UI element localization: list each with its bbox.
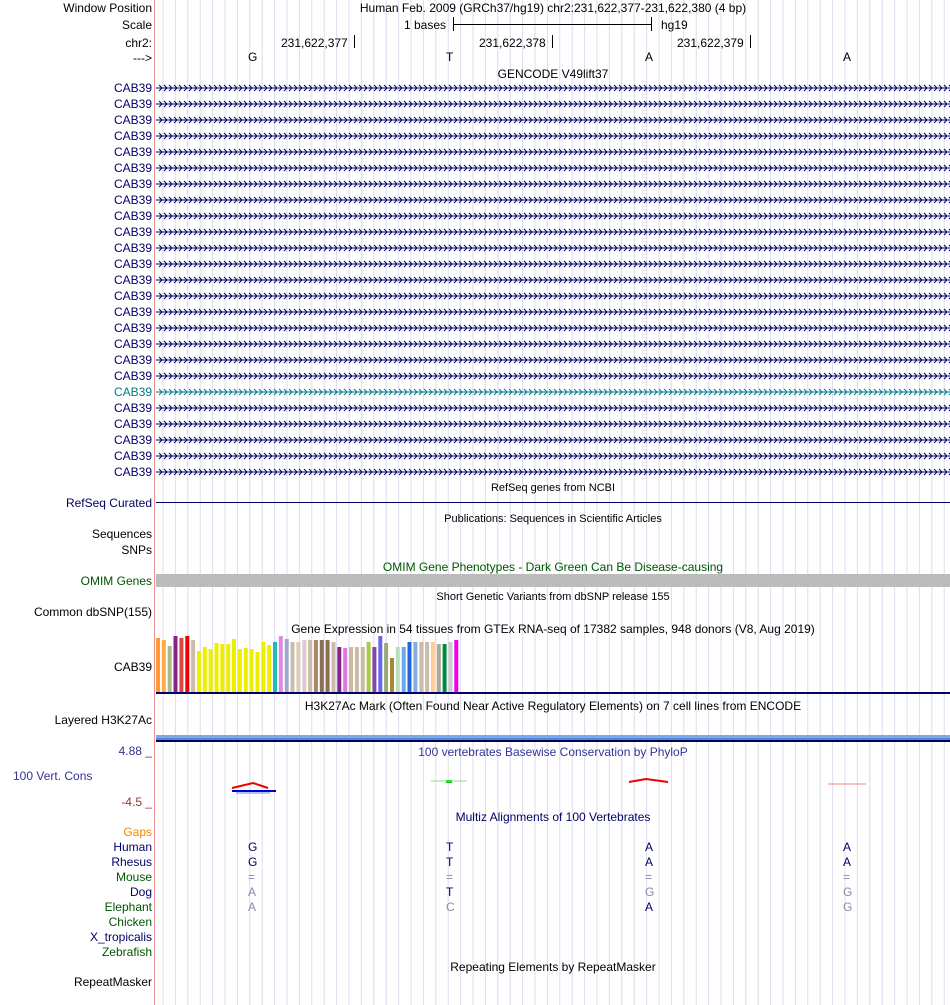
scale-bar: [453, 17, 652, 31]
gencode-transcript-label[interactable]: CAB39: [113, 209, 152, 223]
multiz-aligned-base: A: [645, 900, 654, 914]
gencode-transcript-label[interactable]: CAB39: [113, 97, 152, 111]
gtex-tissue-bar: [156, 638, 160, 692]
gencode-transcript-label[interactable]: CAB39: [113, 353, 152, 367]
gencode-transcript-label[interactable]: CAB39: [113, 273, 152, 287]
gtex-tissue-bar: [209, 649, 213, 692]
multiz-species-label[interactable]: Mouse: [115, 870, 152, 884]
gtex-tissue-bar: [384, 643, 388, 692]
multiz-aligned-base: A: [843, 840, 852, 854]
gencode-transcript-label[interactable]: CAB39: [113, 145, 152, 159]
ruler-position: 231,622,378: [479, 36, 546, 50]
gencode-transcript-track[interactable]: [156, 290, 950, 302]
gencode-transcript-track[interactable]: [156, 242, 950, 254]
gtex-tissue-bar: [296, 642, 300, 692]
reference-base: A: [645, 50, 654, 64]
gtex-tissue-bar: [413, 642, 417, 692]
assembly-short-name: hg19: [661, 18, 688, 32]
gencode-transcript-label[interactable]: CAB39: [113, 417, 152, 431]
repeatmasker-track-label[interactable]: RepeatMasker: [73, 975, 152, 989]
gtex-tissue-bar: [291, 642, 295, 692]
multiz-aligned-base: G: [645, 885, 655, 899]
gencode-transcript-label[interactable]: CAB39: [113, 161, 152, 175]
gtex-tissue-bar: [215, 643, 219, 692]
gencode-transcript-label[interactable]: CAB39: [113, 257, 152, 271]
gencode-transcript-track[interactable]: [156, 402, 950, 414]
phylop-conservation-plot[interactable]: [156, 772, 950, 798]
gtex-tissue-bar: [361, 647, 365, 692]
gtex-tissue-bar: [279, 636, 283, 692]
gencode-track-title: GENCODE V49lift37: [497, 67, 609, 81]
gtex-tissue-bar: [437, 644, 441, 692]
gtex-tissue-bar: [255, 652, 259, 692]
gencode-transcript-track[interactable]: [156, 306, 950, 318]
scale-text: 1 bases: [404, 18, 447, 32]
publications-sequences-label[interactable]: Sequences: [91, 527, 152, 541]
gtex-tissue-bar: [308, 640, 312, 692]
gtex-tissue-bar: [355, 647, 359, 692]
gencode-transcript-track[interactable]: [156, 370, 950, 382]
ruler-position: 231,622,379: [677, 36, 744, 50]
gtex-tissue-bar: [419, 642, 423, 692]
gtex-tissue-bar: [378, 636, 382, 692]
gencode-transcript-track[interactable]: [156, 82, 950, 94]
gtex-tissue-bar: [191, 640, 195, 692]
strand-label: --->: [133, 51, 152, 65]
multiz-aligned-base: G: [843, 900, 853, 914]
multiz-aligned-base: G: [248, 855, 258, 869]
h3k27ac-track-label[interactable]: Layered H3K27Ac: [54, 713, 152, 727]
gtex-tissue-bar: [337, 647, 341, 692]
gencode-transcript-label[interactable]: CAB39: [113, 241, 152, 255]
phylop-min-label: -4.5 _: [121, 795, 152, 809]
gencode-transcript-track[interactable]: [156, 322, 950, 334]
gtex-tissue-bar: [185, 636, 189, 692]
gtex-tissue-bar: [425, 642, 429, 692]
gtex-tissue-bar: [162, 640, 166, 692]
gtex-tissue-bar: [179, 638, 183, 692]
gencode-transcript-label[interactable]: CAB39: [113, 129, 152, 143]
gencode-transcript-label[interactable]: CAB39: [113, 401, 152, 415]
multiz-aligned-base: =: [843, 870, 851, 884]
gtex-tissue-bar: [314, 640, 318, 692]
gtex-tissue-bar: [320, 640, 324, 692]
gtex-track-title: Gene Expression in 54 tissues from GTEx RNA-seq of 17382 samples, 948 donors (V8, Aug 2019): [291, 622, 815, 636]
gtex-tissue-bar: [267, 645, 271, 692]
gencode-transcript-track[interactable]: [156, 178, 950, 190]
refseq-gene-line[interactable]: [156, 502, 950, 503]
ruler-tick: [552, 35, 553, 48]
gtex-tissue-bar: [302, 640, 306, 692]
gtex-tissue-bar: [443, 644, 447, 692]
gtex-tissue-bar: [349, 647, 353, 692]
ruler-tick: [354, 35, 355, 48]
multiz-aligned-base: A: [645, 840, 654, 854]
gtex-tissue-bar: [431, 642, 435, 692]
gtex-tissue-bar: [285, 639, 289, 692]
gtex-tissue-bar: [408, 642, 412, 692]
gencode-transcript-track[interactable]: [156, 258, 950, 270]
gencode-transcript-label[interactable]: CAB39: [113, 433, 152, 447]
gtex-tissue-bar: [261, 642, 265, 692]
gencode-transcript-track[interactable]: [156, 386, 950, 398]
multiz-aligned-base: =: [645, 870, 653, 884]
gencode-transcript-track[interactable]: [156, 466, 950, 478]
gtex-tissue-bar: [390, 658, 394, 692]
phylop-max-label: 4.88 _: [118, 744, 152, 758]
gencode-transcript-label[interactable]: CAB39: [113, 449, 152, 463]
gencode-transcript-track[interactable]: [156, 338, 950, 350]
multiz-aligned-base: A: [645, 855, 654, 869]
multiz-species-label[interactable]: Human: [113, 840, 152, 854]
gtex-tissue-bar: [372, 647, 376, 692]
multiz-species-label[interactable]: Chicken: [108, 915, 152, 929]
multiz-aligned-base: G: [843, 885, 853, 899]
reference-base: G: [248, 50, 258, 64]
multiz-aligned-base: =: [248, 870, 256, 884]
gencode-transcript-label[interactable]: CAB39: [113, 193, 152, 207]
phylop-track-title: 100 vertebrates Basewise Conservation by PhyloP: [418, 745, 688, 759]
multiz-aligned-base: T: [446, 840, 454, 854]
gencode-transcript-label[interactable]: CAB39: [113, 81, 152, 95]
gencode-transcript-label[interactable]: CAB39: [113, 321, 152, 335]
multiz-aligned-base: T: [446, 885, 454, 899]
gtex-tissue-bar: [273, 642, 277, 692]
omim-track-label[interactable]: OMIM Genes: [80, 574, 152, 588]
multiz-species-label[interactable]: Zebrafish: [101, 945, 152, 959]
multiz-aligned-base: A: [843, 855, 852, 869]
gtex-expression-chart[interactable]: [156, 636, 950, 696]
gencode-transcript-track[interactable]: [156, 354, 950, 366]
multiz-gaps-label[interactable]: Gaps: [123, 825, 152, 839]
gencode-transcript-track[interactable]: [156, 434, 950, 446]
gtex-tissue-bar: [226, 644, 230, 692]
h3k27ac-baseline: [156, 740, 950, 742]
gencode-transcript-label[interactable]: CAB39: [113, 225, 152, 239]
gtex-tissue-bar: [449, 642, 453, 692]
gtex-tissue-bar: [326, 640, 330, 692]
refseq-track-label[interactable]: RefSeq Curated: [65, 496, 152, 510]
h3k27ac-track-title: H3K27Ac Mark (Often Found Near Active Regulatory Elements) on 7 cell lines from ENCODE: [304, 699, 802, 713]
dbsnp-track-label[interactable]: Common dbSNP(155): [33, 605, 152, 619]
gencode-transcript-track[interactable]: [156, 114, 950, 126]
multiz-aligned-base: G: [248, 840, 258, 854]
gtex-tissue-bar: [232, 639, 236, 692]
multiz-species-label[interactable]: Dog: [129, 885, 152, 899]
gtex-tissue-bar: [244, 648, 248, 692]
gencode-transcript-label[interactable]: CAB39: [113, 385, 152, 399]
gtex-tissue-bar: [332, 642, 336, 692]
gencode-transcript-label[interactable]: CAB39: [113, 113, 152, 127]
gencode-transcript-track[interactable]: [156, 162, 950, 174]
gtex-track-label[interactable]: CAB39: [113, 660, 152, 674]
multiz-aligned-base: =: [446, 870, 454, 884]
gencode-transcript-track[interactable]: [156, 274, 950, 286]
gencode-transcript-track[interactable]: [156, 194, 950, 206]
gtex-tissue-bar: [238, 649, 242, 692]
multiz-species-label[interactable]: Rhesus: [111, 855, 152, 869]
gtex-tissue-bar: [402, 647, 406, 692]
gtex-tissue-bar: [367, 642, 371, 692]
multiz-track-title: Multiz Alignments of 100 Vertebrates: [455, 810, 651, 824]
gtex-tissue-bar: [197, 651, 201, 692]
gtex-tissue-bar: [203, 647, 207, 692]
multiz-aligned-base: T: [446, 855, 454, 869]
gencode-transcript-label[interactable]: CAB39: [113, 369, 152, 383]
gencode-transcript-label[interactable]: CAB39: [113, 289, 152, 303]
gencode-transcript-track[interactable]: [156, 210, 950, 222]
multiz-aligned-base: C: [446, 900, 455, 914]
gencode-transcript-label[interactable]: CAB39: [113, 177, 152, 191]
omim-gene-bar[interactable]: [156, 574, 950, 587]
gencode-transcript-label[interactable]: CAB39: [113, 465, 152, 479]
publications-track-title: Publications: Sequences in Scientific Articles: [444, 513, 662, 525]
gencode-transcript-track[interactable]: [156, 450, 950, 462]
assembly-position-title: Human Feb. 2009 (GRCh37/hg19) chr2:231,622,377-231,622,380 (4 bp): [359, 1, 747, 15]
scale-label: Scale: [121, 18, 152, 32]
gtex-tissue-bar: [454, 640, 458, 692]
gencode-transcript-track[interactable]: [156, 226, 950, 238]
reference-base: A: [843, 50, 852, 64]
gencode-transcript-label[interactable]: CAB39: [113, 305, 152, 319]
window-position-label: Window Position: [63, 1, 152, 15]
gtex-baseline: [156, 692, 950, 694]
gencode-transcript-track[interactable]: [156, 146, 950, 158]
gencode-transcript-track[interactable]: [156, 98, 950, 110]
omim-track-title: OMIM Gene Phenotypes - Dark Green Can Be Disease-causing: [382, 560, 724, 574]
gtex-tissue-bar: [343, 648, 347, 692]
gtex-tissue-bar: [220, 644, 224, 692]
dbsnp-track-title: Short Genetic Variants from dbSNP release 155: [436, 591, 670, 603]
gencode-transcript-track[interactable]: [156, 418, 950, 430]
track-label-divider: [154, 0, 155, 1005]
multiz-species-label[interactable]: X_tropicalis: [89, 930, 152, 944]
refseq-track-title: RefSeq genes from NCBI: [490, 482, 616, 494]
chrom-label: chr2:: [125, 36, 152, 50]
gtex-tissue-bar: [396, 647, 400, 692]
ruler-position: 231,622,377: [281, 36, 348, 50]
gtex-tissue-bar: [174, 636, 178, 692]
publications-snps-label[interactable]: SNPs: [121, 543, 152, 557]
multiz-aligned-base: A: [248, 885, 257, 899]
multiz-aligned-base: A: [248, 900, 257, 914]
ruler-tick: [750, 35, 751, 48]
phylop-track-label[interactable]: 100 Vert. Cons: [13, 769, 93, 783]
gtex-tissue-bar: [168, 646, 172, 692]
repeatmasker-track-title: Repeating Elements by RepeatMasker: [450, 960, 656, 974]
reference-base: T: [446, 50, 454, 64]
gencode-transcript-label[interactable]: CAB39: [113, 337, 152, 351]
gtex-tissue-bar: [250, 649, 254, 692]
gencode-transcript-track[interactable]: [156, 130, 950, 142]
multiz-species-label[interactable]: Elephant: [104, 900, 152, 914]
